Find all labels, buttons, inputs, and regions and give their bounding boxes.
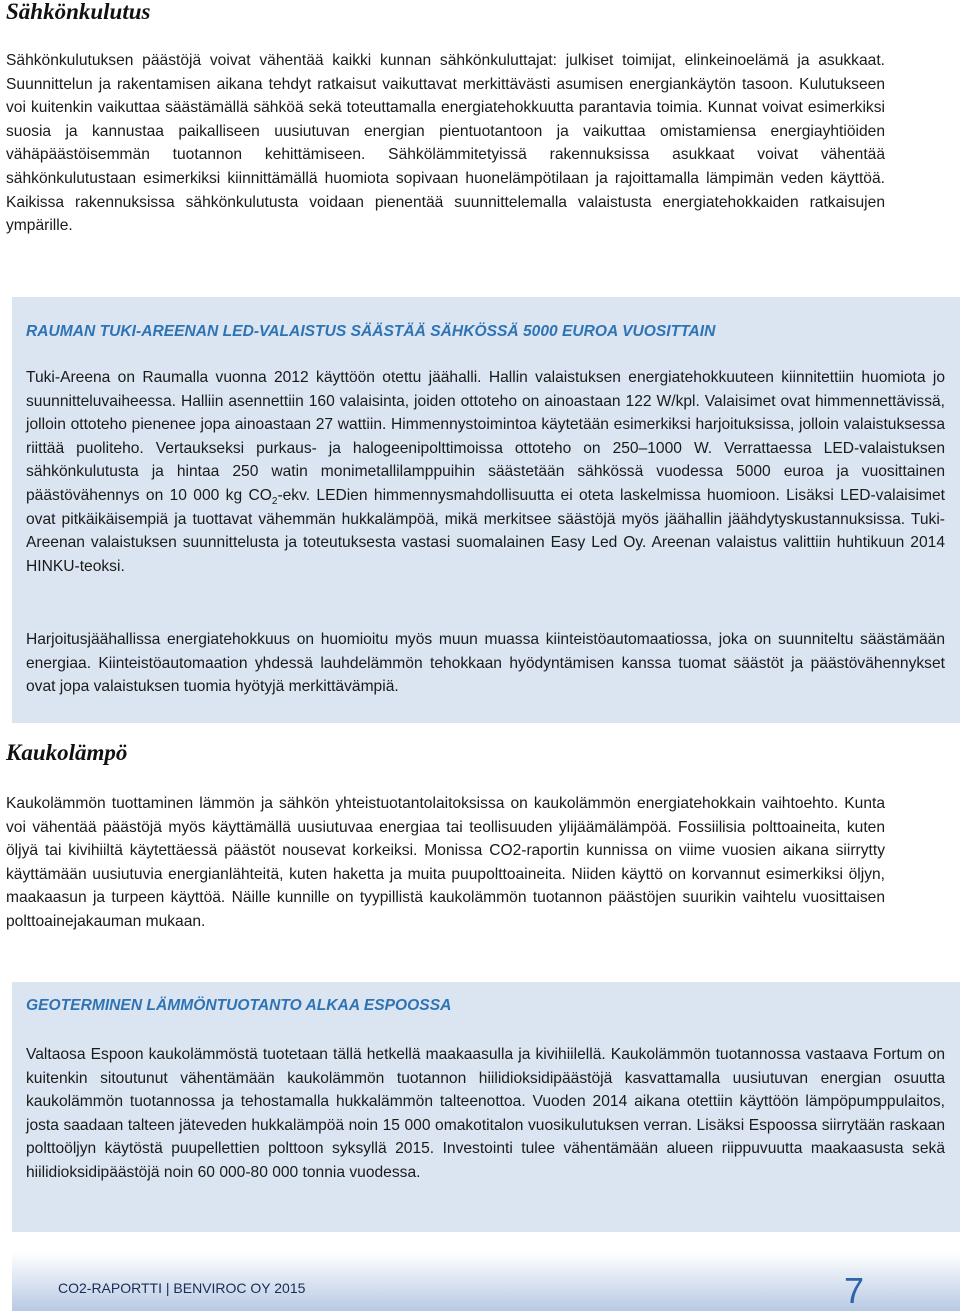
subscript-2: 2	[271, 496, 278, 508]
case-paragraph-espoo: Valtaosa Espoon kaukolämmöstä tuotetaan tällä hetkellä maakaasulla ja kivihiilellä. Kaukolämmön tuotannossa vastaava Fortum on kuitenkin sitoutunut vähentämään kaukolämmön tuotannon hiilidioksidipäästöjä kasvattamalla uusiutuvan energian osuutta kaukolämmön tuotannossa ja tehostamalla hukkalämmön talteenottoa. Vuoden 2014 aikana otettiin käyttöön lämpöpumppulaitos, josta saadaan talteen jäteveden hukkalämpöä noin 15 000 omakotitalon vuosikulutuksen verran. Lisäksi Espoossa siirrytään raskaan polttoöljyn käytöstä puupellettien polttoon syksyllä 2015. Investointi tulee vähentämään alueen riippuvuutta maakaasusta sekä hiilidioksidipäästöjä noin 60 000-80 000 tonnia vuodessa.	[26, 1046, 945, 1181]
heading-district-heat: Kaukolämpö	[6, 740, 128, 765]
case-paragraph-rauma-2: Harjoitusjäähallissa energiatehokkuus on huomioitu myös muun muassa kiinteistöautomaatiossa, joka on suunniteltu säästämään energiaa. Kiinteistöautomaation yhdessä lauhdelämmön tehokkaan hyödyntämisen kanssa tuomat säästöt ja päästövähennykset ovat jopa valaistuksen tuomia hyötyjä merkittävämpiä.	[26, 631, 945, 696]
page-number: 7	[843, 1270, 864, 1311]
case-title-rauma: RAUMAN TUKI-AREENAN LED-VALAISTUS SÄÄSTÄÄ SÄHKÖSSÄ 5000 EUROA VUOSITTAIN	[26, 323, 716, 340]
case-box-rauma	[12, 297, 960, 723]
paragraph-electricity: Sähkönkulutuksen päästöjä voivat vähentää kaikki kunnan sähkönkuluttajat: julkiset toimijat, elinkeinoelämä ja asukkaat. Suunnittelun ja rakentamisen aikana tehdyt ratkaisut vaikuttavat merkittävästi asumisen energiankäytön tasoon. Kulutukseen voi kuitenkin vaikuttaa säästämällä sähköä sekä toteuttamalla energiatehokkuutta parantavia toimia. Kunnat voivat esimerkiksi suosia ja kannustaa paikalliseen uusiutuvan energian pientuotantoon ja vaikuttaa omistamiensa energiayhtiöiden vähäpäästöisemmän tuotannon kehittämiseen. Sähkölämmitetyissä rakennuksissa asukkaat voivat vähentää sähkönkulutustaan esimerkiksi kiinnittämällä huomiota sopivaan huonelämpötilaan ja rajoittamalla lämpimän veden käyttöä. Kaikissa rakennuksissa sähkönkulutusta voidaan pienentää suunnittelemalla valaistusta energiatehokkaiden ratkaisujen ympärille.	[6, 52, 885, 235]
page-footer	[12, 1252, 960, 1311]
text-segment: -ekv. LEDien himmennysmahdollisuutta ei oteta laskelmissa huomioon. Lisäksi LED-valaisimet ovat pitkäikäisempiä ja tuottavat vähemmän hukkalämpöä, mikä merkitsee säästöjä myös jäähallin jäähdytyskustannuksissa. Tuki-Areenan valaistuksen suunnittelusta ja toteutuksesta vastasi suomalainen Easy Led Oy. Areenan valaistus valittiin huhtikuun 2014 HINKU-teoksi.	[26, 486, 945, 575]
paragraph-district-heat: Kaukolämmön tuottaminen lämmön ja sähkön yhteistuotantolaitoksissa on kaukolämmön energiatehokkain vaihtoehto. Kunta voi vähentää päästöjä myös käyttämällä uusiutuvaa energiaa tai teollisuuden ylijäämälämpöä. Fossiilisia polttoaineita, kuten öljyä tai kivihiiltä käytettäessä päästöt nousevat korkeiksi. Monissa CO2-raportin kunnissa on viime vuosien aikana siirrytty käyttämään uusiutuvia energianlähteitä, kuten haketta ja muita puupolttoaineita. Niiden käyttö on korvannut esimerkiksi öljyn, maakaasun ja turpeen käyttöä. Näille kunnille on tyypillistä kaukolämmön tuotannon päästöjen suurikin vaihtelu vuosittaisen polttoainejakauman mukaan.	[6, 795, 885, 930]
footer-text: CO2-RAPORTTI | BENVIROC OY 2015	[58, 1280, 306, 1296]
text-segment: Tuki-Areena on Raumalla vuonna 2012 käyttöön otettu jäähalli. Hallin valaistuksen energiatehokkuuteen kiinnitettiin huomiota jo suunnitteluvaiheessa. Halliin asennettiin 160 valaisinta, joiden ottoteho on ainoastaan 122 W/kpl. Valaisimet ovat himmennettävissä, jolloin ottoteho pienenee jopa ainoastaan 27 wattiin. Himmennystoimintoa käytetään esimerkiksi harjoituksissa, jolloin valaistuksessa riittää puoliteho. Vertaukseksi purkaus- ja halogeenipolttimoissa ottoteho on 250–1000 W. Verrattaessa LED-valaistuksen sähkönkulutusta ja hintaa 250 watin monimetallilamppuihin säästetään sähkössä vuodessa 5000 euroa ja vuosittainen päästövähennys on 10 000 kg CO	[26, 369, 945, 504]
case-title-espoo: GEOTERMINEN LÄMMÖNTUOTANTO ALKAA ESPOOSSA	[26, 997, 452, 1014]
heading-electricity: Sähkönkulutus	[6, 0, 151, 24]
case-box-espoo	[12, 982, 960, 1232]
case-paragraph-rauma-1	[26, 366, 945, 578]
